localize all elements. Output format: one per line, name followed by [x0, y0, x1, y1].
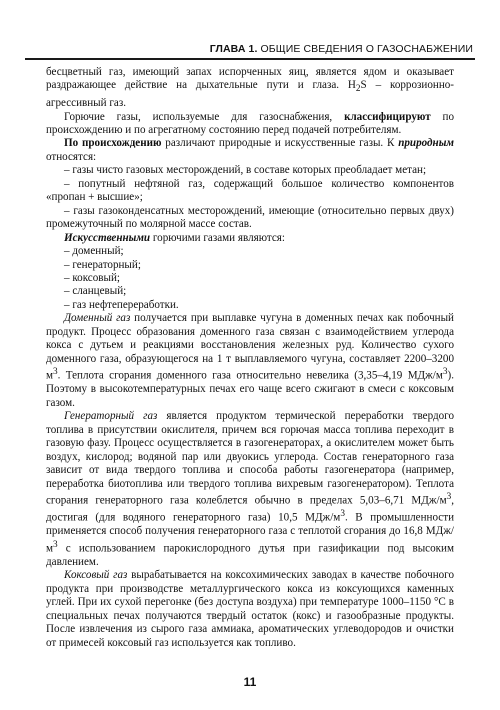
p5-post: ). Поэтому в высокотемпературных печах его чаще всего сжигают в смеси с коксовым газом.	[46, 369, 454, 409]
p2-post: по происхождению и по агрегатному состоянию перед подачей потребителям.	[46, 110, 454, 137]
paragraph-classification	[46, 111, 454, 138]
p1-subscript: 2	[355, 84, 361, 95]
p6-italic: Генераторный газ	[64, 410, 158, 423]
paragraph-generator-gas	[46, 410, 454, 569]
list-item: – доменный;	[64, 245, 124, 258]
list-item: – газы чисто газовых месторождений, в составе которых преобладает метан;	[64, 164, 427, 177]
list-item: – газы газоконденсатных месторождений, имеющие (относительно первых двух) промежуточный по молярной массе состав.	[46, 204, 454, 231]
p6-pre: является продуктом термической переработки твердого топлива в присутствии окислителя, причем вся горючая масса топлива переходит в газовую фазу. Процесс осуществляется в газогенераторах, а окислителем может быть воздух, кислород; водяной пар или двуокись углерода. Состав генераторного газа зависит от вида твердого топлива и способа работы газогенератора (например, переработка биотоплива или твердого топлива вихревым газогенератором). Теплота сгорания генераторного газа колеблется обычно в пределах 5,03–6,71 МДж/м	[46, 410, 454, 507]
chapter-label: ГЛАВА 1.	[209, 43, 258, 55]
list-item: – газ нефтепереработки.	[64, 298, 179, 311]
p3-bold-italic: природным	[398, 137, 454, 150]
paragraph-origin	[46, 137, 454, 164]
running-header	[25, 0, 475, 60]
p7-italic: Коксовый газ	[64, 569, 128, 582]
p5-italic: Доменный газ	[64, 312, 131, 325]
list-item: – сланцевый;	[64, 285, 127, 298]
p3-post: относятся:	[46, 150, 97, 163]
p7-pre: вырабатывается на коксохимических заводах в качестве побочного продукта при производстве металлургического кокса из коксующихся каменных углей. При их сухой перегонке (без доступа воздуха) при температуре 1000–1150 °С в специальных печах получаются твердый остаток (кокс) и газообразные продукты. После извлечения из сырого газа аммиака, ароматических углеводородов и очистки от примесей коксовый газ используется как топливо.	[46, 569, 454, 649]
p1-tail: S – коррозионно-агрессивный газ.	[46, 79, 454, 110]
p6-sup3: 3	[53, 539, 58, 550]
chapter-title: ОБЩИЕ СВЕДЕНИЯ О ГАЗОСНАБЖЕНИИ	[260, 43, 473, 55]
p2-bold: классифицируют	[344, 110, 431, 123]
p5-sup2: 3	[442, 367, 448, 378]
p6-mid2: . В промышленности применяется способ получения генераторного газа с теплотой сгорания до 16,8 МДж/м	[46, 511, 455, 555]
paragraph-blast-furnace-gas	[46, 312, 454, 410]
p4-post: горючими газами являются:	[150, 231, 285, 244]
paragraph-artificial	[46, 232, 454, 245]
p1-text: бесцветный газ, имеющий запах испорченных яиц, является ядом и оказывает раздражающее действие на дыхательные пути и глаза. H	[46, 66, 454, 92]
p3-mid: различают природные и искусственные газы. К	[161, 137, 399, 150]
p6-mid: , достигая (для водяного генераторного газа) 10,5 МДж/м	[46, 494, 454, 524]
p4-bold-italic: Искусственными	[64, 231, 151, 244]
p6-sup1: 3	[446, 491, 452, 502]
p5-mid: . Теплота сгорания доменного газа относительно невелика (3,35–4,19 МДж/м	[57, 369, 443, 382]
page-number: 11	[243, 675, 257, 689]
p6-sup2: 3	[340, 509, 345, 520]
header-text	[210, 43, 473, 55]
p5-sup1: 3	[53, 367, 58, 378]
p5-pre: получается при выплавке чугуна в доменных печах как побочный продукт. Процесс образования доменного газа связан с взаимодействием углерода кокса с дутьем и реакциями восстановления железных руд. Количество сухого доменного газа, образующегося на 1 т выплавляемого чугуна, составляет 2200–3200 м	[46, 312, 454, 382]
paragraph-coke-gas	[46, 569, 454, 650]
p6-post: с использованием парокислородного дутья при газификации под высоким давлением.	[46, 542, 454, 568]
page-body	[46, 66, 454, 650]
list-item: – попутный нефтяной газ, содержащий большое количество компонентов «пропан + высшие»;	[46, 177, 454, 204]
list-item: – коксовый;	[64, 272, 120, 285]
list-item: – генераторный;	[64, 258, 141, 271]
paragraph-h2s	[46, 66, 454, 111]
p3-bold: По происхождению	[64, 137, 162, 150]
p2-pre: Горючие газы, используемые для газоснабжения,	[64, 110, 345, 123]
